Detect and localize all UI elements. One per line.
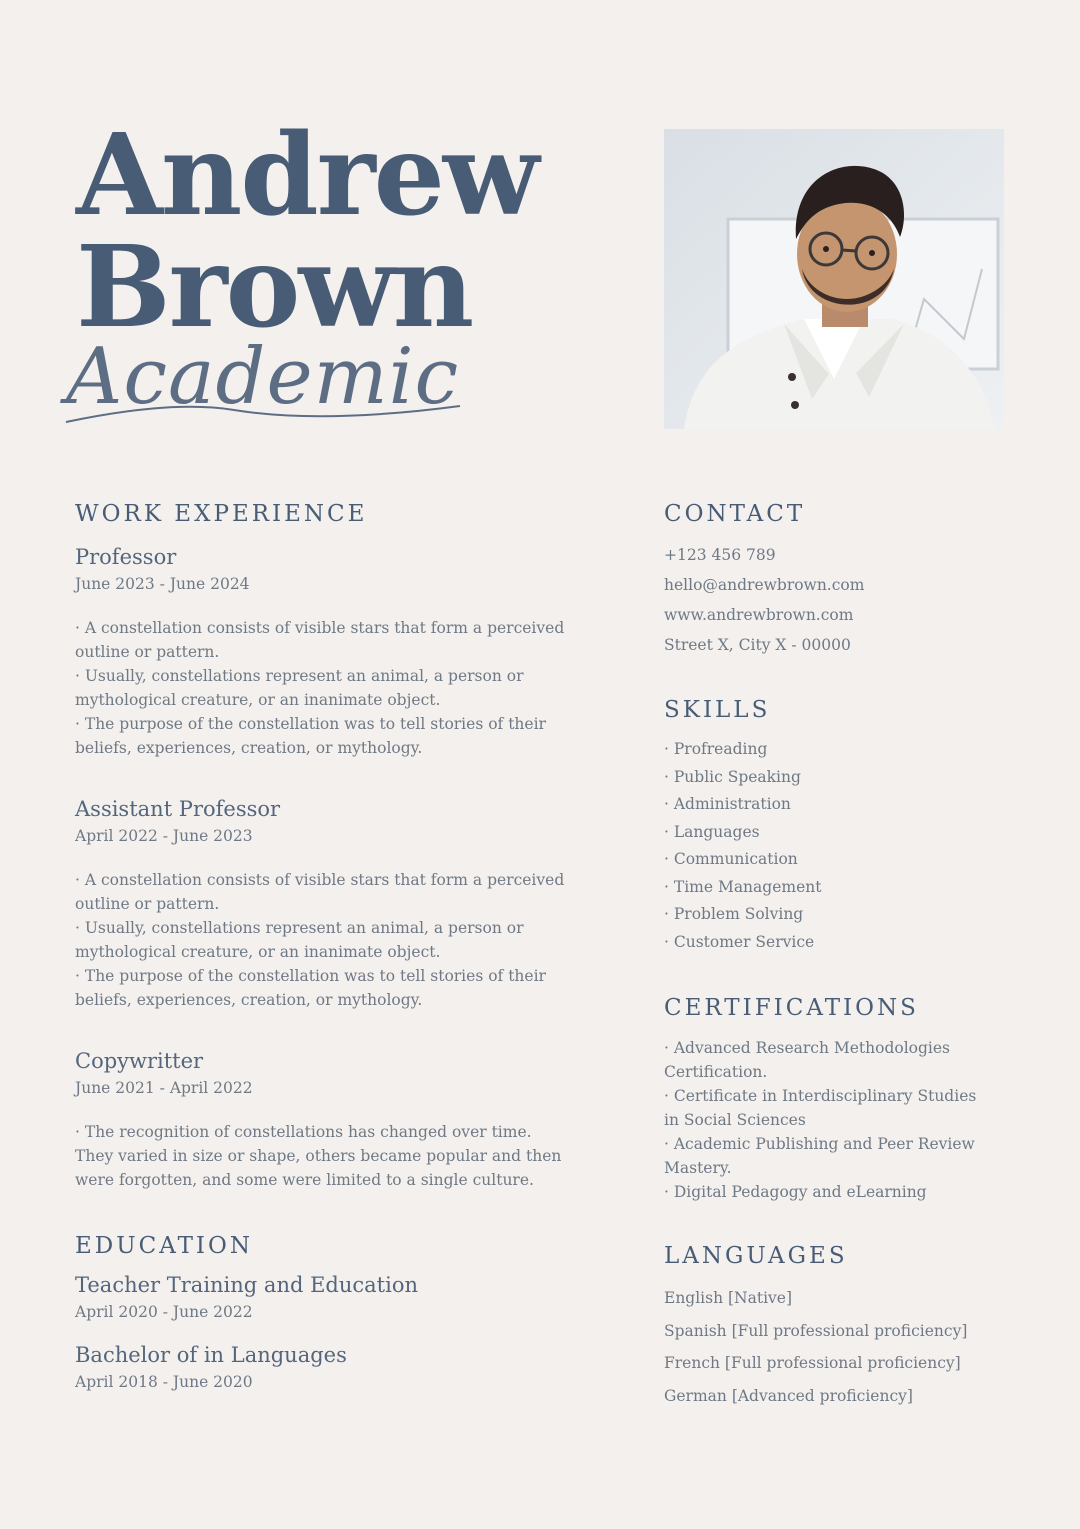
contact-website[interactable]: www.andrewbrown.com [664, 606, 854, 624]
job-description-line: · The recognition of constellations has changed over time. [75, 1123, 532, 1141]
job-description [75, 1120, 585, 1192]
skill-item: · Time Management [664, 877, 822, 896]
skill-item: · Profreading [664, 740, 768, 758]
job-description-line: mythological creature, or an inanimate object. [75, 943, 441, 961]
skill-item: · Customer Service [664, 932, 815, 951]
certification-line: in Social Sciences [664, 1111, 806, 1129]
profile-photo [664, 129, 1004, 429]
skills-heading: SKILLS [664, 697, 771, 723]
job-description [75, 616, 585, 760]
job-entry [75, 794, 595, 1012]
education-title: Teacher Training and Education [75, 1273, 418, 1297]
language-item: Spanish [Full professional proficiency] [664, 1321, 968, 1340]
subtitle-swash [64, 380, 464, 440]
job-description-line: · Usually, constellations represent an animal, a person or [75, 919, 524, 937]
skill-item: · Problem Solving [664, 905, 804, 923]
job-description-line: · The purpose of the constellation was to tell stories of their [75, 715, 546, 733]
education-entry [75, 1270, 595, 1324]
education-dates: April 2018 - June 2020 [75, 1373, 253, 1391]
job-dates: June 2023 - June 2024 [75, 575, 250, 593]
languages-heading: LANGUAGES [664, 1243, 848, 1269]
right-column [664, 498, 1009, 1412]
contact-heading: CONTACT [664, 501, 806, 527]
certification-line: · Advanced Research Methodologies [664, 1039, 951, 1057]
contact-email[interactable]: hello@andrewbrown.com [664, 576, 865, 594]
first-name: Andrew [76, 110, 538, 241]
language-item: English [Native] [664, 1289, 793, 1307]
education-dates: April 2020 - June 2022 [75, 1303, 253, 1321]
job-description [75, 868, 585, 1012]
certification-line: · Certificate in Interdisciplinary Studies [664, 1087, 977, 1105]
language-item: German [Advanced proficiency] [664, 1386, 913, 1405]
last-name: Brown [76, 222, 473, 353]
contact-address: Street X, City X - 00000 [664, 636, 851, 654]
skill-item: · Administration [664, 795, 791, 813]
contact-phone: +123 456 789 [664, 546, 776, 564]
job-description-line: mythological creature, or an inanimate object. [75, 691, 441, 709]
job-description-line: · A constellation consists of visible stars that form a perceived [75, 619, 565, 637]
job-description-line: · The purpose of the constellation was to tell stories of their [75, 967, 546, 985]
job-entry [75, 1046, 595, 1192]
job-title: Copywritter [75, 1049, 204, 1073]
certification-line: · Academic Publishing and Peer Review [664, 1135, 975, 1153]
education-title: Bachelor of in Languages [75, 1343, 347, 1367]
certification-line: Mastery. [664, 1159, 732, 1177]
job-dates: April 2022 - June 2023 [75, 827, 253, 845]
job-dates: June 2021 - April 2022 [75, 1079, 253, 1097]
certification-line: · Digital Pedagogy and eLearning [664, 1183, 927, 1201]
job-description-line: They varied in size or shape, others became popular and then [75, 1147, 562, 1165]
job-description-line: outline or pattern. [75, 895, 220, 913]
education-entry [75, 1340, 595, 1394]
job-subtitle: Academic [66, 332, 460, 422]
job-title: Assistant Professor [75, 797, 281, 821]
skills-list [664, 736, 1009, 956]
certifications-heading: CERTIFICATIONS [664, 995, 919, 1021]
left-column [75, 498, 595, 1394]
certification-line: Certification. [664, 1063, 768, 1081]
skill-item: · Communication [664, 850, 798, 868]
job-entry [75, 542, 595, 760]
language-item: French [Full professional proficiency] [664, 1354, 961, 1372]
certifications-list [664, 1036, 1009, 1204]
contact-list [664, 540, 1009, 660]
work-experience-heading: WORK EXPERIENCE [75, 501, 368, 527]
job-description-line: · Usually, constellations represent an animal, a person or [75, 667, 524, 685]
job-description-line: were forgotten, and some were limited to a single culture. [75, 1171, 534, 1189]
languages-list [664, 1282, 1009, 1412]
job-description-line: · A constellation consists of visible stars that form a perceived [75, 871, 565, 889]
job-title: Professor [75, 545, 177, 569]
education-heading: EDUCATION [75, 1233, 253, 1259]
skill-item: · Languages [664, 822, 760, 841]
job-description-line: outline or pattern. [75, 643, 220, 661]
job-description-line: beliefs, experiences, creation, or mythology. [75, 991, 423, 1009]
job-description-line: beliefs, experiences, creation, or mythology. [75, 739, 423, 757]
skill-item: · Public Speaking [664, 767, 801, 786]
